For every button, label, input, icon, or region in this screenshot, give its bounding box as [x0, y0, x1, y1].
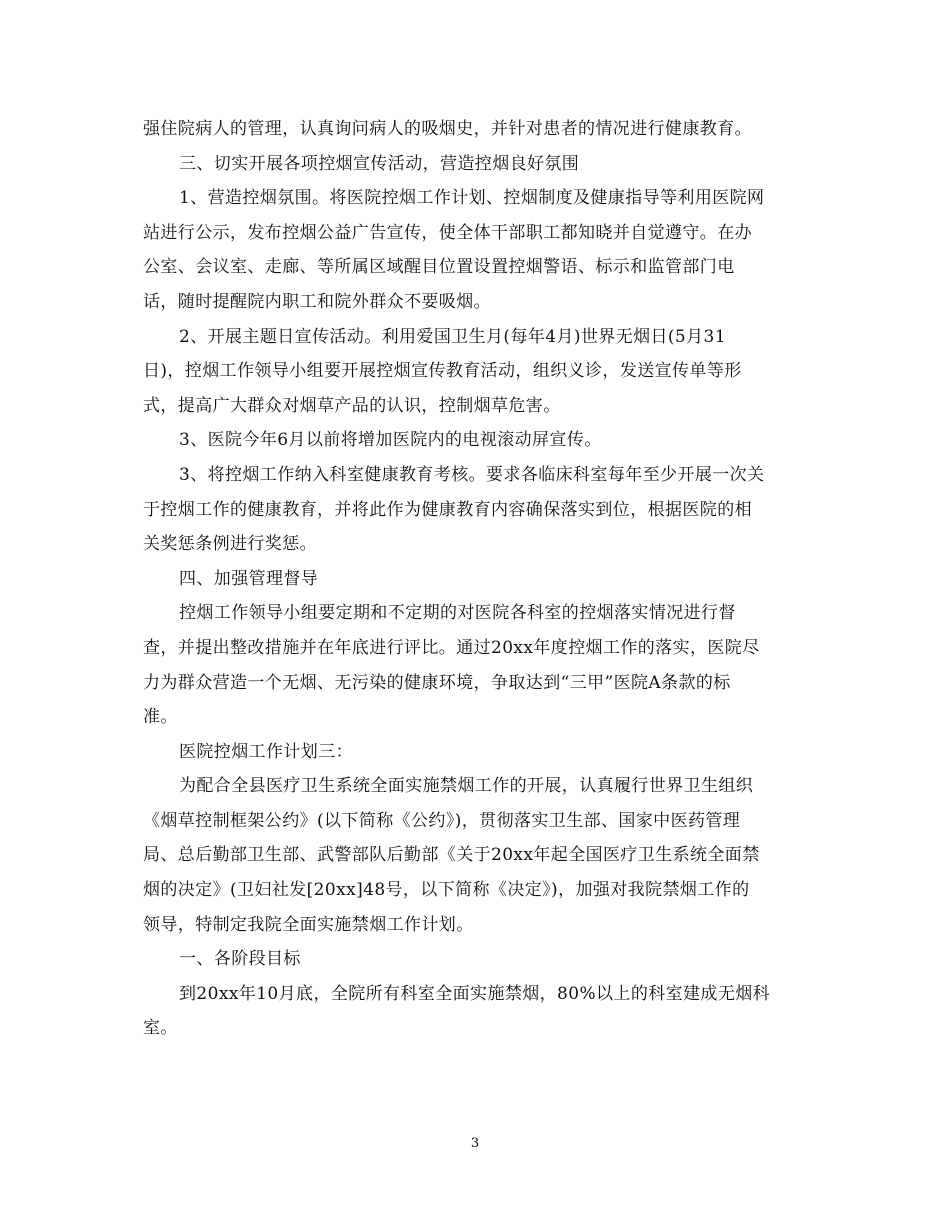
text-line: 3、将控烟工作纳入科室健康教育考核。要求各临床科室每年至少开展一次关: [179, 464, 765, 485]
document-body: [143, 112, 808, 1046]
text-line: 室。: [143, 1018, 178, 1039]
text-line: 公室、会议室、走廊、等所属区域醒目位置设置控烟警语、标示和监管部门电: [143, 257, 735, 278]
section-heading: 三、切实开展各项控烟宣传活动，营造控烟良好氛围: [179, 153, 580, 174]
text-line: 到20xx年10月底，全院所有科室全面实施禁烟，80%以上的科室建成无烟科: [179, 983, 771, 1004]
text-line: 关奖惩条例进行奖惩。: [143, 534, 317, 555]
text-line: 为配合全县医疗卫生系统全面实施禁烟工作的开展，认真履行世界卫生组织: [179, 776, 754, 797]
text-line: 控烟工作领导小组要定期和不定期的对医院各科室的控烟落实情况进行督: [179, 603, 736, 624]
section-heading: 医院控烟工作计划三：: [179, 741, 353, 762]
text-line: 2、开展主题日宣传活动。利用爱国卫生月(每年4月)世界无烟日(5月31: [179, 326, 726, 347]
text-line: 《烟草控制框架公约》(以下简称《公约》)，贯彻落实卫生部、国家中医药管理: [143, 810, 741, 831]
section-heading: 四、加强管理督导: [179, 568, 319, 589]
section-heading: 一、各阶段目标: [179, 949, 301, 970]
text-line: 烟的决定》(卫妇社发[20xx]48号，以下简称《决定》)，加强对我院禁烟工作的: [143, 880, 750, 901]
text-line: 强住院病人的管理，认真询问病人的吸烟史，并针对患者的情况进行健康教育。: [143, 119, 752, 139]
text-line: 式，提高广大群众对烟草产品的认识，控制烟草危害。: [143, 395, 561, 416]
text-line: 力为群众营造一个无烟、无污染的健康环境，争取达到“三甲”医院A条款的标: [143, 672, 731, 693]
text-line: 日)，控烟工作领导小组要开展控烟宣传教育活动，组织义诊，发送宣传单等形: [143, 361, 742, 382]
text-line: 1、营造控烟氛围。将医院控烟工作计划、控烟制度及健康指导等利用医院网: [179, 188, 765, 209]
text-line: 局、总后勤部卫生部、武警部队后勤部《关于20xx年起全国医疗卫生系统全面禁: [143, 845, 760, 866]
text-line: 准。: [143, 707, 178, 728]
page-number: 3: [470, 1136, 480, 1151]
text-line: 3、医院今年6月以前将增加医院内的电视滚动屏宣传。: [179, 430, 602, 451]
text-line: 于控烟工作的健康教育，并将此作为健康教育内容确保落实到位，根据医院的相: [143, 499, 752, 520]
text-line: 查，并提出整改措施并在年底进行评比。通过20xx年度控烟工作的落实，医院尽: [143, 637, 760, 658]
text-line: 领导，特制定我院全面实施禁烟工作计划。: [143, 914, 474, 935]
text-line: 站进行公示，发布控烟公益广告宣传，使全体干部职工都知晓并自觉遵守。在办: [143, 222, 752, 243]
text-line: 话，随时提醒院内职工和院外群众不要吸烟。: [143, 291, 491, 312]
